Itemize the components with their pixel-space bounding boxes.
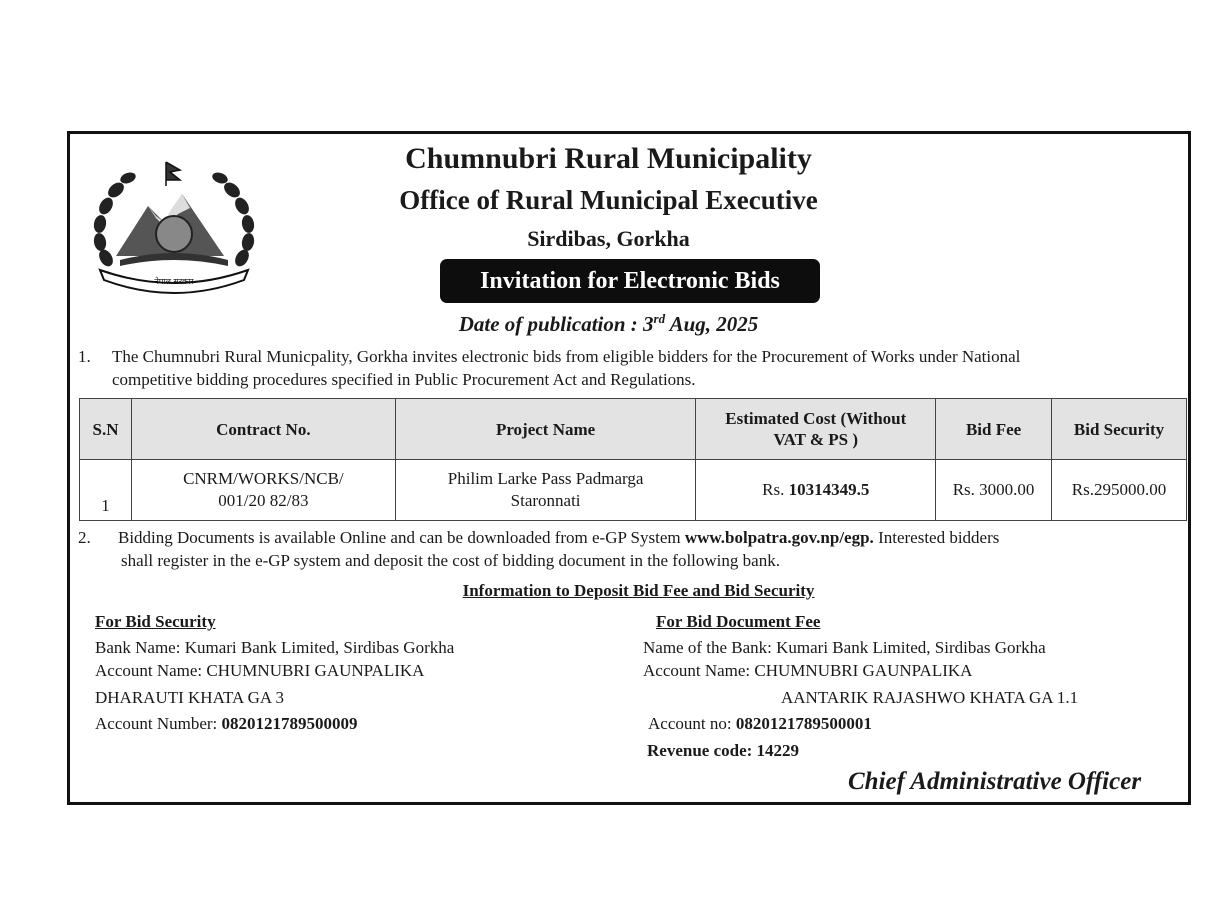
cell-cost: Rs. 10314349.5 xyxy=(696,460,936,521)
svg-text:नेपाल सरकार: नेपाल सरकार xyxy=(154,277,194,286)
fee-account-no: Account no: 0820121789500001 xyxy=(648,714,872,733)
header-project: Project Name xyxy=(395,399,696,460)
header-sn: S.N xyxy=(80,399,132,460)
deposit-heading: Information to Deposit Bid Fee and Bid Security xyxy=(462,581,815,600)
fee-revenue-code: Revenue code: 14229 xyxy=(647,741,800,760)
municipality-title: Chumnubri Rural Municipality xyxy=(405,142,812,175)
location-title: Sirdibas, Gorkha xyxy=(527,226,690,251)
signature-title: Chief Administrative Officer xyxy=(848,768,1142,795)
security-account-name-cont: DHARAUTI KHATA GA 3 xyxy=(95,688,284,707)
security-heading: For Bid Security xyxy=(95,612,216,631)
header-contract: Contract No. xyxy=(131,399,395,460)
header-fee: Bid Fee xyxy=(936,399,1052,460)
table-header-row xyxy=(80,399,1187,460)
para2-line2: shall register in the e-GP system and deposit the cost of bidding document in the following bank. xyxy=(121,551,780,570)
para1-line1: The Chumnubri Rural Municpality, Gorkha invites electronic bids from eligible bidders for the Procurement of Works under National xyxy=(112,347,1021,366)
fee-heading: For Bid Document Fee xyxy=(656,612,821,631)
bids-table xyxy=(79,398,1187,521)
table-row xyxy=(80,460,1187,521)
para2-line1: Bidding Documents is available Online and can be downloaded from e-GP System www.bolpatra.gov.np/egp. Interested bidders xyxy=(118,528,1000,547)
para1-number: 1. xyxy=(78,347,91,366)
invitation-banner: Invitation for Electronic Bids xyxy=(440,259,820,303)
fee-account-name-cont: AANTARIK RAJASHWO KHATA GA 1.1 xyxy=(781,688,1079,707)
cell-sn: 1 xyxy=(80,460,132,521)
security-bank: Bank Name: Kumari Bank Limited, Sirdibas Gorkha xyxy=(95,638,455,657)
para2-number: 2. xyxy=(78,528,91,547)
security-account-name: Account Name: CHUMNUBRI GAUNPALIKA xyxy=(95,661,425,680)
cell-contract: CNRM/WORKS/NCB/ 001/20 82/83 xyxy=(131,460,395,521)
para1-line2: competitive bidding procedures specified in Public Procurement Act and Regulations. xyxy=(112,370,696,389)
publication-date: Date of publication : 3rd Aug, 2025 xyxy=(458,311,759,336)
fee-bank: Name of the Bank: Kumari Bank Limited, Sirdibas Gorkha xyxy=(643,638,1046,657)
header-cost: Estimated Cost (Without VAT & PS ) xyxy=(696,399,936,460)
cell-fee: Rs. 3000.00 xyxy=(936,460,1052,521)
egp-link[interactable]: www.bolpatra.gov.np/egp. xyxy=(684,528,874,547)
fee-account-name: Account Name: CHUMNUBRI GAUNPALIKA xyxy=(643,661,973,680)
office-title: Office of Rural Municipal Executive xyxy=(399,185,818,215)
security-account-number: Account Number: 0820121789500009 xyxy=(95,714,358,733)
cell-security: Rs.295000.00 xyxy=(1052,460,1187,521)
cell-project: Philim Larke Pass Padmarga Staronnati xyxy=(395,460,696,521)
header-security: Bid Security xyxy=(1052,399,1187,460)
